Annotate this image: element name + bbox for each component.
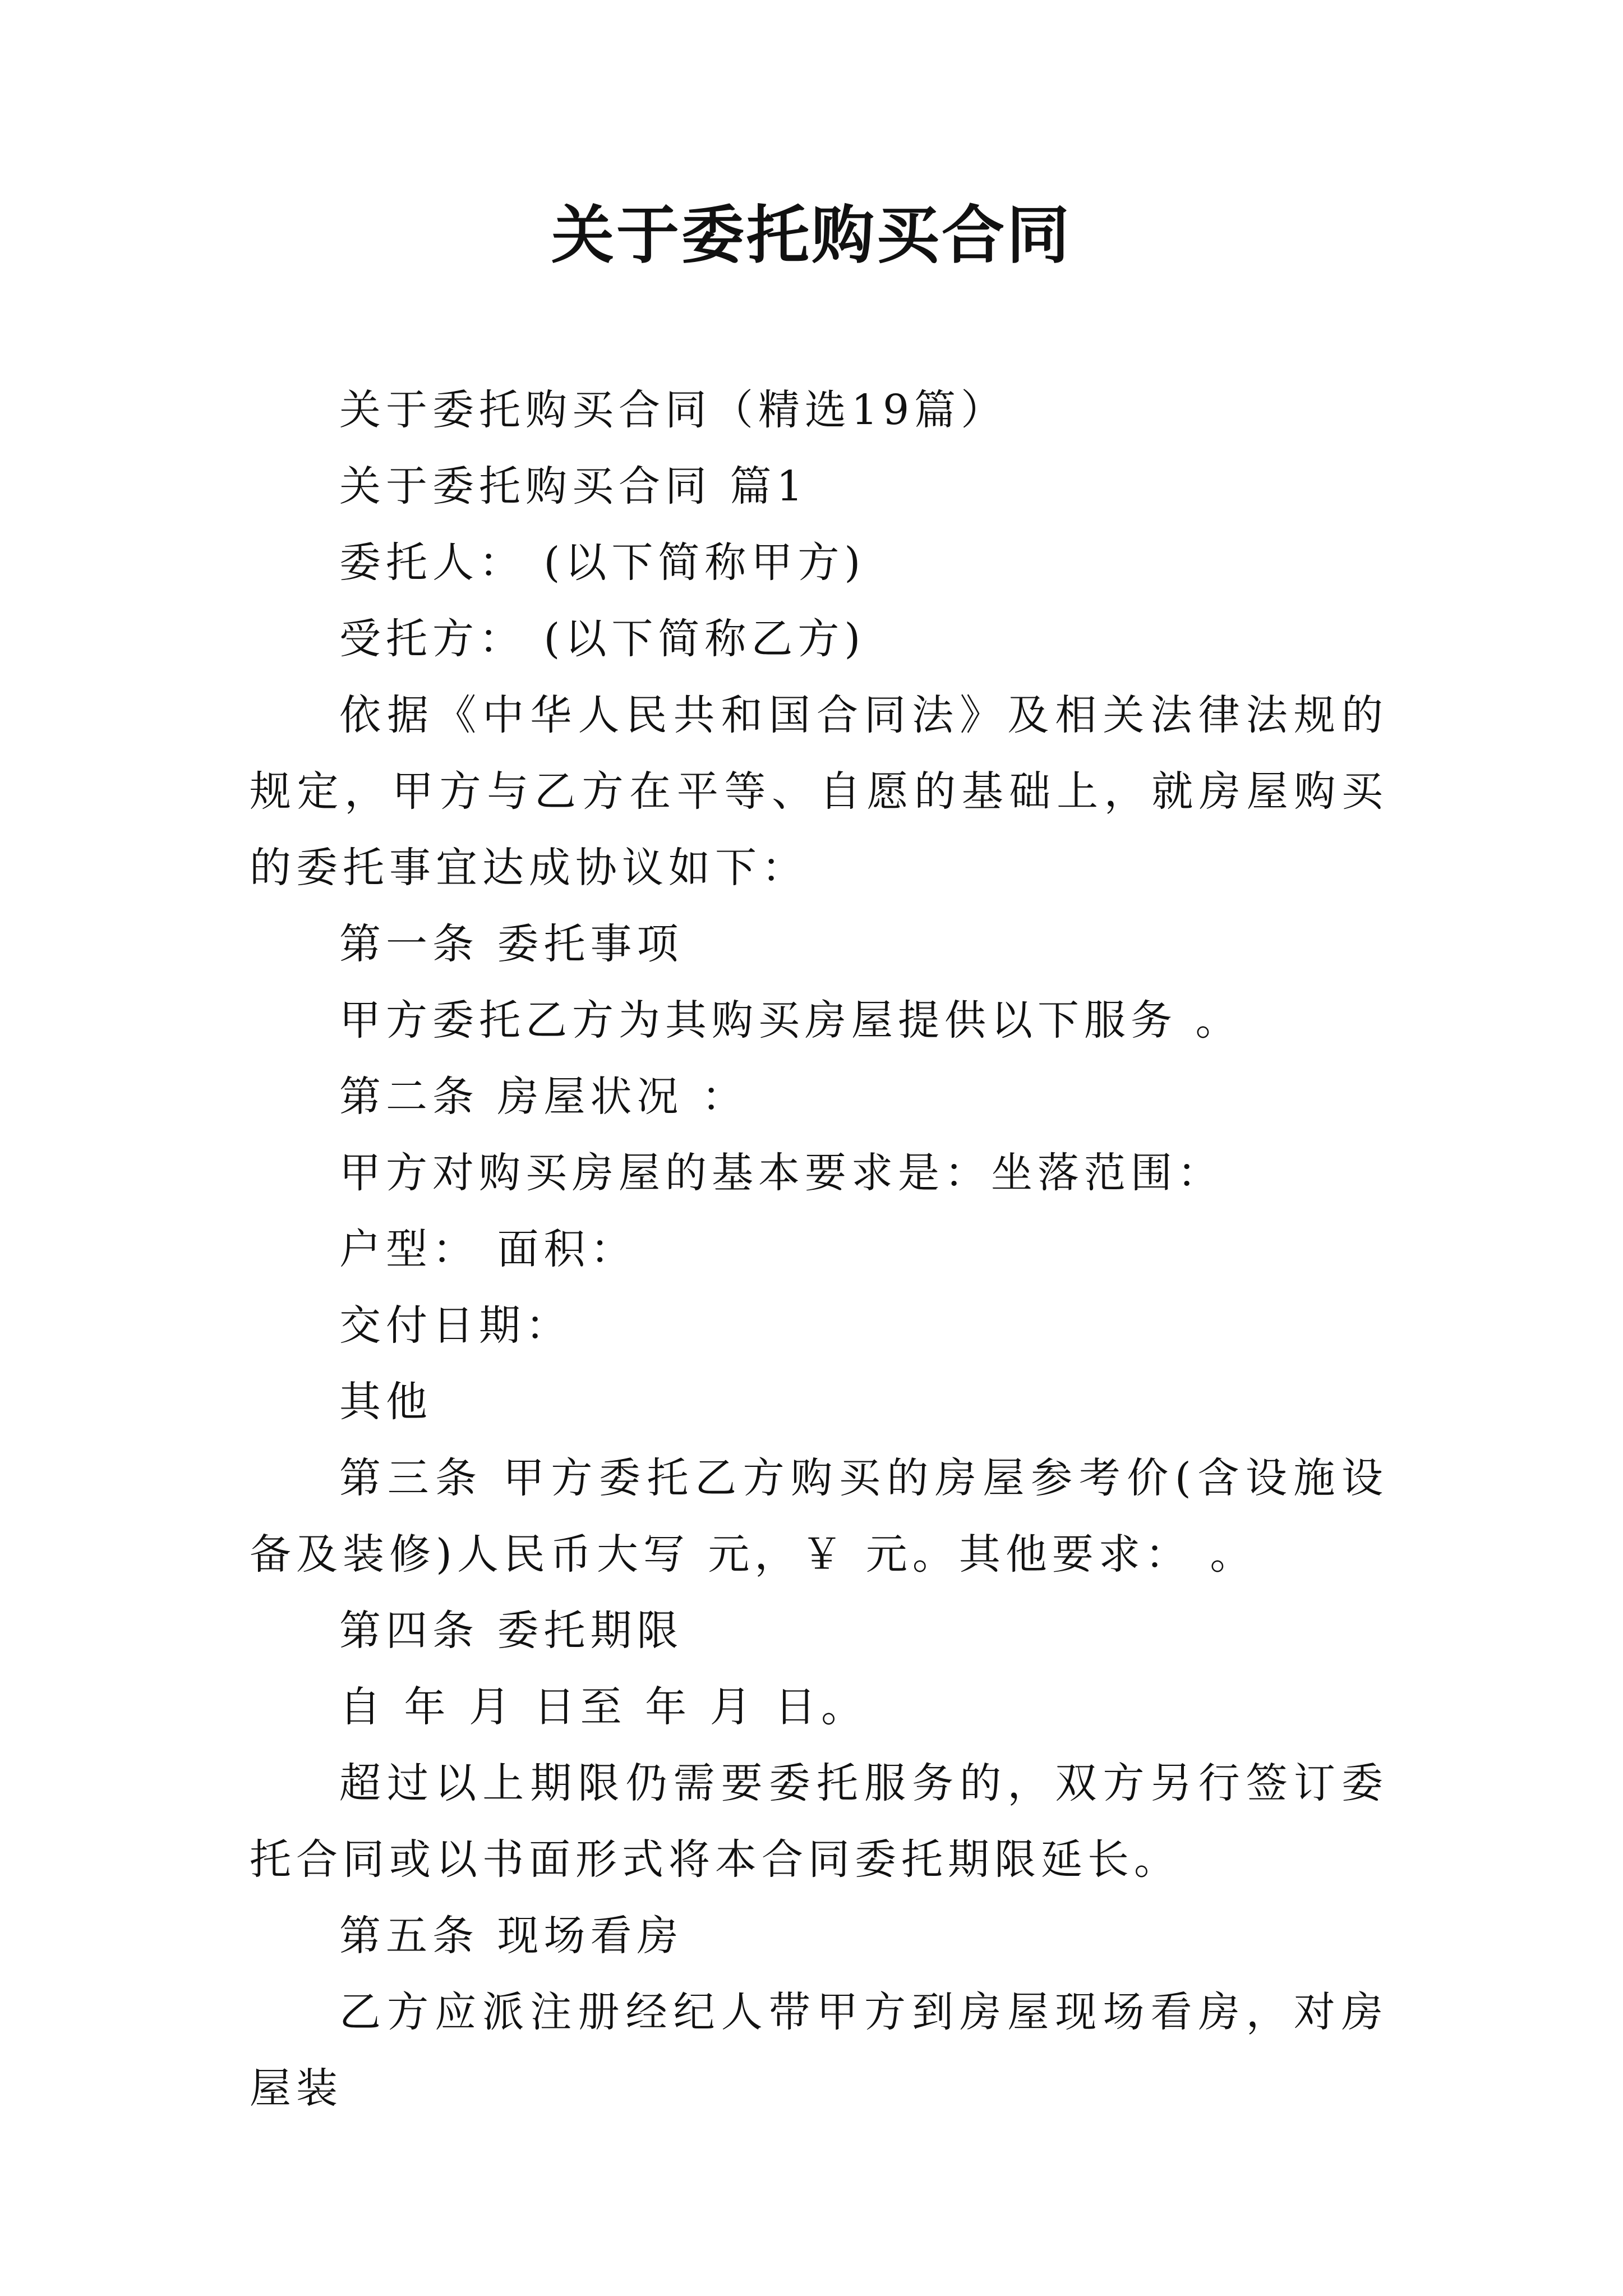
paragraph: 第三条 甲方委托乙方购买的房屋参考价(含设施设备及装修)人民币大写 元，￥ 元。其他要求： 。 <box>250 1454 1388 1579</box>
paragraph: 甲方委托乙方为其购买房屋提供以下服务 。 <box>339 996 1242 1045</box>
paragraph: 关于委托购买合同（精选19篇） <box>339 386 1008 434</box>
paragraph: 甲方对购买房屋的基本要求是：坐落范围： <box>339 1149 1224 1197</box>
paragraph: 委托人： (以下简称甲方) <box>339 539 866 587</box>
paragraph: 受托方： (以下简称乙方) <box>339 615 866 663</box>
paragraph: 第一条 委托事项 <box>339 920 684 968</box>
paragraph: 乙方应派注册经纪人带甲方到房屋现场看房，对房屋装 <box>250 1988 1388 2113</box>
paragraph: 第四条 委托期限 <box>339 1607 684 1655</box>
paragraph: 第二条 房屋状况 ： <box>339 1073 749 1121</box>
paragraph: 关于委托购买合同 篇1 <box>339 462 808 510</box>
paragraph: 依据《中华人民共和国合同法》及相关法律法规的规定，甲方与乙方在平等、自愿的基础上，就房屋购买的委托事宜达成协议如下： <box>250 691 1388 892</box>
paragraph: 超过以上期限仍需要委托服务的，双方另行签订委托合同或以书面形式将本合同委托期限延长。 <box>250 1759 1388 1884</box>
paragraph: 其他 <box>339 1378 432 1426</box>
paragraph: 第五条 现场看房 <box>339 1912 684 1960</box>
document-body <box>250 372 1388 2127</box>
paragraph: 自 年 月 日至 年 月 日。 <box>339 1683 868 1731</box>
paragraph: 户型： 面积： <box>339 1225 637 1273</box>
document-title: 关于委托购买合同 <box>551 199 1072 272</box>
paragraph: 交付日期： <box>339 1301 572 1350</box>
